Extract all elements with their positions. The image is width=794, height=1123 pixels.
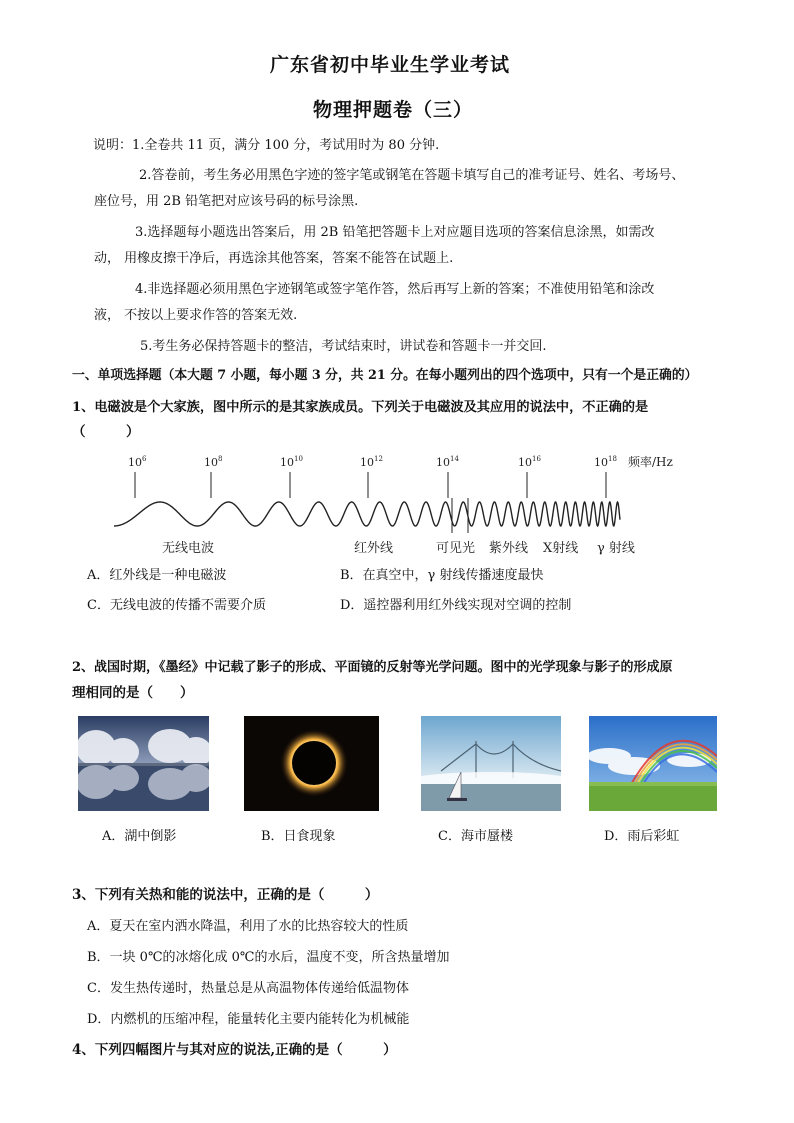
tick-label-1e18: $10^{18}$ [594, 455, 617, 469]
band-label-xray: X射线 [543, 541, 579, 556]
q1-option-b: B．在真空中，γ 射线传播速度最快 [340, 568, 544, 583]
em-wave [114, 502, 620, 526]
band-label-gamma: γ 射线 [597, 541, 635, 556]
instruction-3b: 动， 用橡皮擦干净后，再选涂其他答案，答案不能答在试题上. [94, 251, 454, 266]
tick-label-1e10: $10^{10}$ [280, 455, 303, 469]
question-2-text: 2、战国时期，《墨经》中记载了影子的形成、平面镜的反射等光学问题。图中的光学现象与影子的形成原 [72, 660, 673, 675]
q1-option-a: A．红外线是一种电磁波 [87, 568, 227, 583]
band-label-ultraviolet: 紫外线 [489, 541, 529, 556]
instruction-2b: 座位号，用 2B 铅笔把对应该号码的标号涂黑. [94, 194, 359, 209]
lake-reflection-image [78, 716, 209, 811]
page-title: 广东省初中毕业生学业考试 [270, 54, 511, 76]
q2-caption-c: C．海市蜃楼 [438, 829, 513, 844]
instruction-2a: 2.答卷前，考生务必用黑色字迹的签字笔或钢笔在答题卡填写自己的准考证号、姓名、考场号、 [139, 168, 685, 183]
mirage-image [421, 716, 561, 811]
instruction-4a: 4.非选择题必须用黑色字迹钢笔或签字笔作答，然后再写上新的答案；不准使用铅笔和涂改 [135, 282, 655, 297]
question-2-text-cont: 理相同的是（ ） [72, 685, 194, 701]
em-spectrum-figure [100, 448, 700, 563]
band-label-infrared: 红外线 [354, 541, 394, 556]
question-1-text: 1、电磁波是个大家族，图中所示的是其家族成员。下列关于电磁波及其应用的说法中，不正确的是 [72, 400, 649, 415]
solar-eclipse-image [244, 716, 379, 811]
q2-caption-b: B．日食现象 [261, 829, 336, 844]
question-4-text: 4、下列四幅图片与其对应的说法,正确的是（ ） [72, 1042, 397, 1058]
tick-label-1e12: $10^{12}$ [360, 455, 383, 469]
tick-label-1e16: $10^{16}$ [518, 455, 541, 469]
instruction-1: 说明：1.全卷共 11 页，满分 100 分，考试用时为 80 分钟. [93, 138, 440, 153]
page-subtitle: 物理押题卷（三） [313, 99, 474, 121]
q3-option-b: B．一块 0℃的冰熔化成 0℃的水后，温度不变，所含热量增加 [87, 950, 450, 965]
q3-option-a: A．夏天在室内洒水降温，利用了水的比热容较大的性质 [87, 919, 409, 934]
instruction-3a: 3.选择题每小题选出答案后，用 2B 铅笔把答题卡上对应题目选项的答案信息涂黑，如需改 [135, 225, 655, 240]
q1-option-c: C．无线电波的传播不需要介质 [87, 598, 266, 613]
question-1-blank: （ ） [72, 424, 140, 440]
q2-caption-a: A．湖中倒影 [102, 829, 177, 844]
q3-option-d: D．内燃机的压缩冲程，能量转化主要内能转化为机械能 [87, 1012, 410, 1027]
q3-option-c: C．发生热传递时，热量总是从高温物体传递给低温物体 [87, 981, 409, 996]
tick-label-1e8: $10^8$ [204, 455, 223, 469]
question-3-text: 3、下列有关热和能的说法中，正确的是（ ） [72, 887, 379, 903]
instruction-4b: 液， 不按以上要求作答的答案无效. [94, 308, 298, 323]
section-heading: 一、单项选择题（本大题 7 小题，每小题 3 分，共 21 分。在每小题列出的四个选项中，只有一个是正确的） [72, 368, 698, 383]
q1-option-d: D．遥控器利用红外线实现对空调的控制 [340, 598, 572, 613]
instruction-5: 5.考生务必保持答题卡的整洁，考试结束时，讲试卷和答题卡一并交回. [140, 339, 547, 354]
band-label-radio: 无线电波 [162, 541, 215, 556]
band-label-visible: 可见光 [436, 541, 476, 556]
q2-caption-d: D．雨后彩虹 [604, 829, 680, 844]
axis-unit-label: 频率/Hz [628, 455, 673, 469]
tick-label-1e6: $10^6$ [128, 455, 147, 469]
rainbow-image [589, 716, 717, 811]
tick-label-1e14: $10^{14}$ [436, 455, 459, 469]
